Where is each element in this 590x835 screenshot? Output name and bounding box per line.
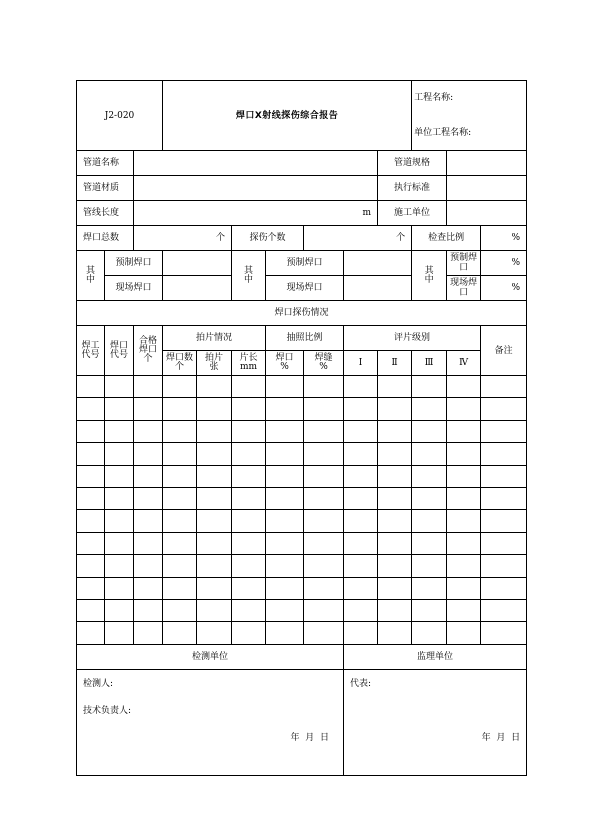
table-cell[interactable] xyxy=(481,398,527,420)
table-cell[interactable] xyxy=(266,510,304,532)
table-cell[interactable] xyxy=(378,599,412,621)
section-title: 焊口探伤情况 xyxy=(77,301,527,326)
table-cell[interactable] xyxy=(304,510,344,532)
table-cell[interactable] xyxy=(378,465,412,487)
table-cell[interactable] xyxy=(344,376,378,398)
table-cell[interactable] xyxy=(163,622,197,644)
col-sample-group: 抽照比例 xyxy=(266,326,344,351)
table-cell[interactable] xyxy=(304,487,344,509)
table-cell[interactable] xyxy=(266,398,304,420)
table-cell[interactable] xyxy=(481,622,527,644)
inspect-count-unit[interactable]: 个 xyxy=(304,226,412,251)
table-cell[interactable] xyxy=(447,443,481,465)
table-cell[interactable] xyxy=(77,510,105,532)
table-cell[interactable] xyxy=(134,420,163,442)
table-cell[interactable] xyxy=(77,577,105,599)
table-row xyxy=(77,487,527,509)
table-cell[interactable] xyxy=(412,599,447,621)
table-cell[interactable] xyxy=(105,465,134,487)
table-cell[interactable] xyxy=(163,443,197,465)
table-cell[interactable] xyxy=(378,510,412,532)
table-cell[interactable] xyxy=(134,622,163,644)
table-cell[interactable] xyxy=(344,420,378,442)
table-cell[interactable] xyxy=(344,622,378,644)
table-cell[interactable] xyxy=(304,443,344,465)
table-cell[interactable] xyxy=(447,420,481,442)
table-cell[interactable] xyxy=(447,398,481,420)
table-cell[interactable] xyxy=(481,510,527,532)
table-cell[interactable] xyxy=(412,510,447,532)
col-weld-code: 焊口 代号 xyxy=(105,326,134,376)
col-film-sheets: 拍片 张 xyxy=(197,351,232,376)
exec-standard-label: 执行标准 xyxy=(378,176,447,201)
prefab-value-2[interactable] xyxy=(344,251,412,276)
table-cell[interactable] xyxy=(266,599,304,621)
table-cell[interactable] xyxy=(412,443,447,465)
table-cell[interactable] xyxy=(232,487,266,509)
col-film-length: 片长 mm xyxy=(232,351,266,376)
table-cell[interactable] xyxy=(197,398,232,420)
prefab-label-2: 预制焊口 xyxy=(266,251,344,276)
page-title: 焊口X射线探伤综合报告 xyxy=(163,81,412,151)
table-cell[interactable] xyxy=(481,577,527,599)
pipe-material-label: 管道材质 xyxy=(77,176,134,201)
table-cell[interactable] xyxy=(378,443,412,465)
table-cell[interactable] xyxy=(77,599,105,621)
table-cell[interactable] xyxy=(163,376,197,398)
table-cell[interactable] xyxy=(378,376,412,398)
table-cell[interactable] xyxy=(232,420,266,442)
table-cell[interactable] xyxy=(447,465,481,487)
table-cell[interactable] xyxy=(378,622,412,644)
table-cell[interactable] xyxy=(105,443,134,465)
total-welds-label: 焊口总数 xyxy=(77,226,134,251)
table-cell[interactable] xyxy=(447,555,481,577)
check-ratio-percent[interactable]: % xyxy=(481,226,527,251)
check-ratio-label: 检查比例 xyxy=(412,226,481,251)
table-row xyxy=(77,420,527,442)
table-cell[interactable] xyxy=(163,510,197,532)
table-cell[interactable] xyxy=(134,599,163,621)
col-sample-weld: 焊口 % xyxy=(266,351,304,376)
field-value-2[interactable] xyxy=(344,276,412,301)
table-row xyxy=(77,622,527,644)
construction-unit-value[interactable] xyxy=(447,201,527,226)
table-cell[interactable] xyxy=(232,510,266,532)
table-cell[interactable] xyxy=(412,398,447,420)
table-cell[interactable] xyxy=(344,443,378,465)
table-cell[interactable] xyxy=(232,443,266,465)
col-weld-count: 焊口数 个 xyxy=(163,351,197,376)
total-welds-unit[interactable]: 个 xyxy=(134,226,232,251)
qizhong-label-1: 其 中 xyxy=(77,251,105,301)
table-cell[interactable] xyxy=(163,420,197,442)
prefab-label-1: 预制焊口 xyxy=(105,251,163,276)
table-cell[interactable] xyxy=(266,577,304,599)
field-label-1: 现场焊口 xyxy=(105,276,163,301)
qizhong-label-2: 其 中 xyxy=(232,251,266,301)
table-cell[interactable] xyxy=(378,555,412,577)
field-value-1[interactable] xyxy=(163,276,232,301)
date-right: 年 月 日 xyxy=(481,732,521,743)
tech-lead-label: 技术负责人: xyxy=(83,705,132,716)
supervision-sign-area[interactable] xyxy=(344,669,527,775)
pipe-material-value[interactable] xyxy=(134,176,378,201)
report-form xyxy=(76,80,527,776)
table-cell[interactable] xyxy=(447,622,481,644)
table-cell[interactable] xyxy=(344,398,378,420)
table-cell[interactable] xyxy=(134,398,163,420)
table-cell[interactable] xyxy=(412,555,447,577)
table-cell[interactable] xyxy=(197,510,232,532)
table-cell[interactable] xyxy=(447,599,481,621)
table-cell[interactable] xyxy=(232,555,266,577)
construction-unit-label: 施工单位 xyxy=(378,201,447,226)
table-cell[interactable] xyxy=(344,577,378,599)
exec-standard-value[interactable] xyxy=(447,176,527,201)
table-cell[interactable] xyxy=(344,465,378,487)
inspect-count-label: 探伤个数 xyxy=(232,226,304,251)
table-cell[interactable] xyxy=(304,398,344,420)
table-cell[interactable] xyxy=(134,443,163,465)
field-percent-3[interactable]: % xyxy=(481,276,527,301)
table-cell[interactable] xyxy=(134,577,163,599)
table-cell[interactable] xyxy=(77,443,105,465)
table-cell[interactable] xyxy=(481,532,527,554)
table-cell[interactable] xyxy=(77,465,105,487)
table-cell[interactable] xyxy=(134,510,163,532)
date-left: 年 月 日 xyxy=(290,732,329,743)
table-cell[interactable] xyxy=(77,487,105,509)
table-cell[interactable] xyxy=(197,487,232,509)
col-film-group: 拍片情况 xyxy=(163,326,266,351)
table-cell[interactable] xyxy=(197,532,232,554)
table-cell[interactable] xyxy=(105,532,134,554)
field-label-3: 现场焊口 xyxy=(447,276,481,301)
table-cell[interactable] xyxy=(197,555,232,577)
table-cell[interactable] xyxy=(163,398,197,420)
table-cell[interactable] xyxy=(232,622,266,644)
testing-sign-area[interactable] xyxy=(77,669,344,775)
table-cell[interactable] xyxy=(134,465,163,487)
table-cell[interactable] xyxy=(412,420,447,442)
col-sample-seam: 焊缝 % xyxy=(304,351,344,376)
table-cell[interactable] xyxy=(105,599,134,621)
table-cell[interactable] xyxy=(304,577,344,599)
table-row xyxy=(77,532,527,554)
table-cell[interactable] xyxy=(105,622,134,644)
table-cell[interactable] xyxy=(344,532,378,554)
table-cell[interactable] xyxy=(163,487,197,509)
col-grade-3: Ⅲ xyxy=(412,351,447,376)
table-cell[interactable] xyxy=(481,443,527,465)
prefab-label-3: 预制焊口 xyxy=(447,251,481,276)
form-code: J2-020 xyxy=(77,81,163,151)
table-cell[interactable] xyxy=(304,376,344,398)
table-cell[interactable] xyxy=(304,555,344,577)
data-rows xyxy=(77,376,527,645)
table-cell[interactable] xyxy=(266,443,304,465)
table-cell[interactable] xyxy=(77,376,105,398)
table-cell[interactable] xyxy=(134,487,163,509)
pipe-name-label: 管道名称 xyxy=(77,151,134,176)
representative-label: 代表: xyxy=(350,678,372,689)
table-row xyxy=(77,465,527,487)
testing-unit-label: 检测单位 xyxy=(77,644,344,669)
supervision-unit-label: 监理单位 xyxy=(344,644,527,669)
table-cell[interactable] xyxy=(77,622,105,644)
table-cell[interactable] xyxy=(481,487,527,509)
pipe-spec-value[interactable] xyxy=(447,151,527,176)
prefab-value-1[interactable] xyxy=(163,251,232,276)
table-cell[interactable] xyxy=(105,487,134,509)
table-cell[interactable] xyxy=(304,599,344,621)
table-cell[interactable] xyxy=(378,532,412,554)
table-cell[interactable] xyxy=(344,555,378,577)
col-grade-group: 评片级别 xyxy=(344,326,481,351)
col-grade-4: Ⅳ xyxy=(447,351,481,376)
table-cell[interactable] xyxy=(163,532,197,554)
table-cell[interactable] xyxy=(105,555,134,577)
table-cell[interactable] xyxy=(77,398,105,420)
table-cell[interactable] xyxy=(481,376,527,398)
table-cell[interactable] xyxy=(232,376,266,398)
table-cell[interactable] xyxy=(447,577,481,599)
table-cell[interactable] xyxy=(344,510,378,532)
pipe-name-value[interactable] xyxy=(134,151,378,176)
table-cell[interactable] xyxy=(304,420,344,442)
table-cell[interactable] xyxy=(266,420,304,442)
table-cell[interactable] xyxy=(481,599,527,621)
table-cell[interactable] xyxy=(266,376,304,398)
table-cell[interactable] xyxy=(266,487,304,509)
table-cell[interactable] xyxy=(447,487,481,509)
table-cell[interactable] xyxy=(197,376,232,398)
table-cell[interactable] xyxy=(412,532,447,554)
table-cell[interactable] xyxy=(105,510,134,532)
table-cell[interactable] xyxy=(266,555,304,577)
table-cell[interactable] xyxy=(77,420,105,442)
table-cell[interactable] xyxy=(447,532,481,554)
table-cell[interactable] xyxy=(481,465,527,487)
table-cell[interactable] xyxy=(197,465,232,487)
pipe-length-unit[interactable]: m xyxy=(134,201,378,226)
table-cell[interactable] xyxy=(481,420,527,442)
table-cell[interactable] xyxy=(344,599,378,621)
table-cell[interactable] xyxy=(134,532,163,554)
table-cell[interactable] xyxy=(304,465,344,487)
table-cell[interactable] xyxy=(378,420,412,442)
inspector-label: 检测人: xyxy=(83,678,114,689)
table-cell[interactable] xyxy=(197,443,232,465)
col-qualified: 合格 焊口 个 xyxy=(134,326,163,376)
table-row xyxy=(77,376,527,398)
table-cell[interactable] xyxy=(232,599,266,621)
table-cell[interactable] xyxy=(266,532,304,554)
table-cell[interactable] xyxy=(134,376,163,398)
table-row xyxy=(77,577,527,599)
table-cell[interactable] xyxy=(197,622,232,644)
table-row xyxy=(77,599,527,621)
table-cell[interactable] xyxy=(412,376,447,398)
table-cell[interactable] xyxy=(266,622,304,644)
table-cell[interactable] xyxy=(378,487,412,509)
table-cell[interactable] xyxy=(163,465,197,487)
field-label-2: 现场焊口 xyxy=(266,276,344,301)
table-cell[interactable] xyxy=(447,376,481,398)
table-cell[interactable] xyxy=(197,577,232,599)
table-cell[interactable] xyxy=(481,555,527,577)
prefab-percent-3[interactable]: % xyxy=(481,251,527,276)
table-cell[interactable] xyxy=(197,420,232,442)
project-name-label: 工程名称: xyxy=(412,81,527,116)
table-cell[interactable] xyxy=(163,577,197,599)
table-cell[interactable] xyxy=(163,555,197,577)
table-row xyxy=(77,443,527,465)
table-cell[interactable] xyxy=(378,398,412,420)
table-cell[interactable] xyxy=(412,577,447,599)
col-grade-1: Ⅰ xyxy=(344,351,378,376)
table-row xyxy=(77,398,527,420)
table-row xyxy=(77,510,527,532)
table-cell[interactable] xyxy=(232,398,266,420)
table-cell[interactable] xyxy=(77,532,105,554)
col-remarks: 备注 xyxy=(481,326,527,376)
unit-project-label: 单位工程名称: xyxy=(412,116,527,151)
table-cell[interactable] xyxy=(232,577,266,599)
table-row xyxy=(77,555,527,577)
table-cell[interactable] xyxy=(266,465,304,487)
table-cell[interactable] xyxy=(105,376,134,398)
pipe-length-label: 管线长度 xyxy=(77,201,134,226)
table-cell[interactable] xyxy=(105,398,134,420)
table-cell[interactable] xyxy=(163,599,197,621)
table-cell[interactable] xyxy=(304,622,344,644)
table-cell[interactable] xyxy=(412,487,447,509)
table-cell[interactable] xyxy=(412,622,447,644)
col-grade-2: Ⅱ xyxy=(378,351,412,376)
table-cell[interactable] xyxy=(105,577,134,599)
pipe-spec-label: 管道规格 xyxy=(378,151,447,176)
table-cell[interactable] xyxy=(412,465,447,487)
table-cell[interactable] xyxy=(304,532,344,554)
table-cell[interactable] xyxy=(447,510,481,532)
col-welder-code: 焊工 代号 xyxy=(77,326,105,376)
qizhong-label-3: 其 中 xyxy=(412,251,447,301)
table-cell[interactable] xyxy=(344,487,378,509)
table-cell[interactable] xyxy=(197,599,232,621)
table-cell[interactable] xyxy=(77,555,105,577)
table-cell[interactable] xyxy=(134,555,163,577)
table-cell[interactable] xyxy=(105,420,134,442)
table-cell[interactable] xyxy=(232,532,266,554)
table-cell[interactable] xyxy=(232,465,266,487)
table-cell[interactable] xyxy=(378,577,412,599)
